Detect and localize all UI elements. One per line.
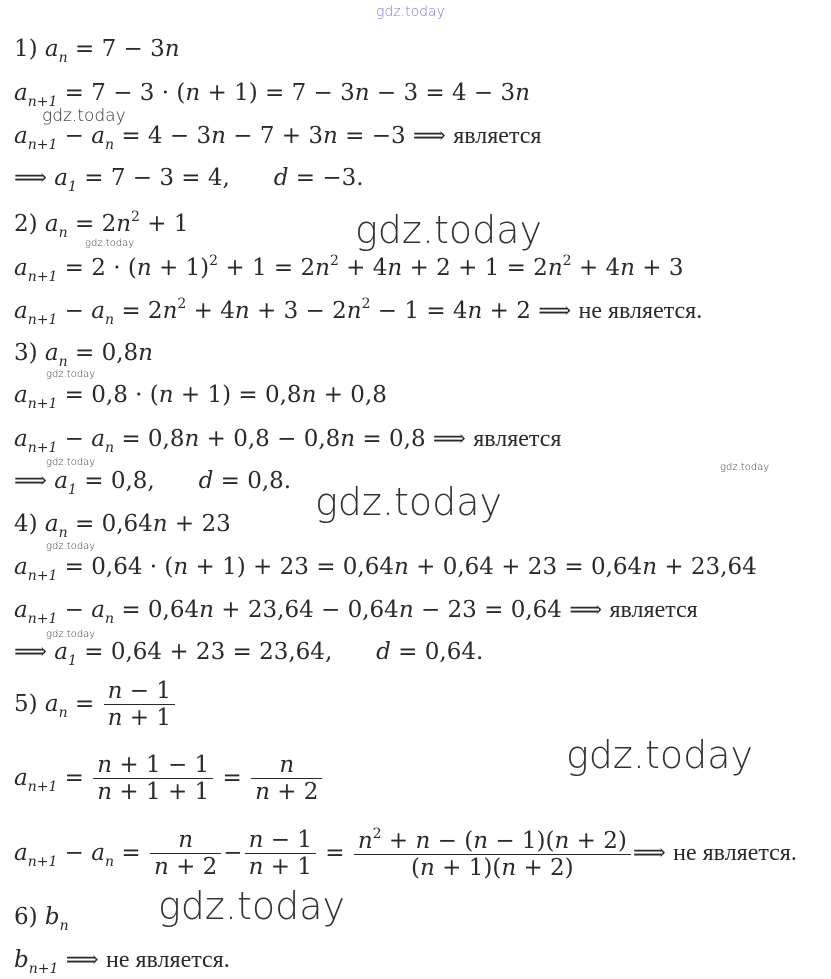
watermark-large: gdz.today	[566, 733, 753, 777]
eq-3-result: ⟹ $a_1 = 0,8$, d = 0,8.	[14, 468, 292, 498]
eq-3-def: 3) $a_n = 0,8n$	[14, 340, 153, 370]
eq-2-next: $a_{n+1} = 2 \cdot (n + 1)^2 + 1 = 2n^2 + 4n + 2 + 1 = 2n^2 + 4n + 3$	[14, 253, 684, 285]
eq-2-def: 2) $a_n = 2n^2 + 1$	[14, 209, 189, 241]
watermark-tiny: gdz.today	[720, 462, 770, 473]
fraction: $\frac{n + 1 - 1}{n + 1 + 1}$	[93, 752, 213, 806]
eq-1-diff: $a_{n+1} - a_n = 4 - 3n - 7 + 3n = -3$ ⟹ является	[14, 123, 542, 153]
fraction: $\frac{n^2 + n - (n - 1)(n + 2)}{(n + 1)(n + 2)}$	[354, 826, 631, 882]
eq-3-diff: $a_{n+1} - a_n = 0,8n + 0,8 - 0,8n = 0,8$ ⟹ является	[14, 426, 562, 456]
eq-1-next: $a_{n+1} = 7 - 3 \cdot (n + 1) = 7 - 3n - 3 = 4 - 3n$	[14, 80, 530, 110]
fraction: $\frac{n}{n + 2}$	[251, 752, 322, 806]
watermark-large: gdz.today	[355, 208, 542, 252]
watermark-large: gdz.today	[315, 480, 502, 524]
eq-5-def: 5) $a_n$ = $\frac{n - 1}{n + 1}$	[14, 678, 177, 732]
watermark-tiny: gdz.today	[46, 541, 96, 552]
fraction: $\frac{n}{n + 2}$	[150, 827, 221, 881]
watermark-small: gdz.today	[42, 106, 126, 126]
eq-1-def: 1) $a_n = 7 - 3n$	[14, 36, 180, 66]
watermark-top: gdz.today	[376, 4, 445, 20]
eq-2-diff: $a_{n+1} - a_n = 2n^2 + 4n + 3 - 2n^2 - 1 = 4n + 2$ ⟹ не является.	[14, 296, 703, 328]
fraction: $\frac{n - 1}{n + 1}$	[245, 827, 316, 881]
eq-4-next: $a_{n+1} = 0,64 \cdot (n + 1) + 23 = 0,64n + 0,64 + 23 = 0,64n + 23,64$	[14, 554, 757, 584]
eq-4-diff: $a_{n+1} - a_n = 0,64n + 23,64 - 0,64n - 23 = 0,64$ ⟹ является	[14, 597, 698, 627]
watermark-tiny: gdz.today	[85, 238, 135, 249]
eq-4-result: ⟹ $a_1 = 0,64 + 23 = 23,64$, d = 0,64.	[14, 639, 484, 669]
eq-6-def: 6) $b_n$	[14, 904, 69, 934]
eq-3-next: $a_{n+1} = 0,8 \cdot (n + 1) = 0,8n + 0,8$	[14, 382, 387, 412]
watermark-tiny: gdz.today	[46, 457, 96, 468]
eq-1-result: ⟹ $a_1 = 7 - 3 = 4$, d = −3.	[14, 165, 364, 195]
watermark-tiny: gdz.today	[46, 629, 96, 640]
watermark-tiny: gdz.today	[46, 369, 96, 380]
eq-5-diff: $a_{n+1} - a_n$ = $\frac{n}{n + 2}$ − $\frac{n - 1}{n + 1}$ = $\frac{n^2 + n - (n - 1)(n + 2)}{(n + 1)(n + 2)}$ ⟹ не является.	[14, 826, 797, 882]
fraction: $\frac{n - 1}{n + 1}$	[104, 678, 175, 732]
eq-4-def: 4) $a_n = 0,64n + 23$	[14, 511, 231, 541]
eq-6-next: $b_{n+1}$ ⟹ не является.	[14, 947, 230, 977]
eq-5-next: $a_{n+1}$ = $\frac{n + 1 - 1}{n + 1 + 1}$ = $\frac{n}{n + 2}$	[14, 752, 324, 806]
watermark-large: gdz.today	[158, 884, 345, 928]
